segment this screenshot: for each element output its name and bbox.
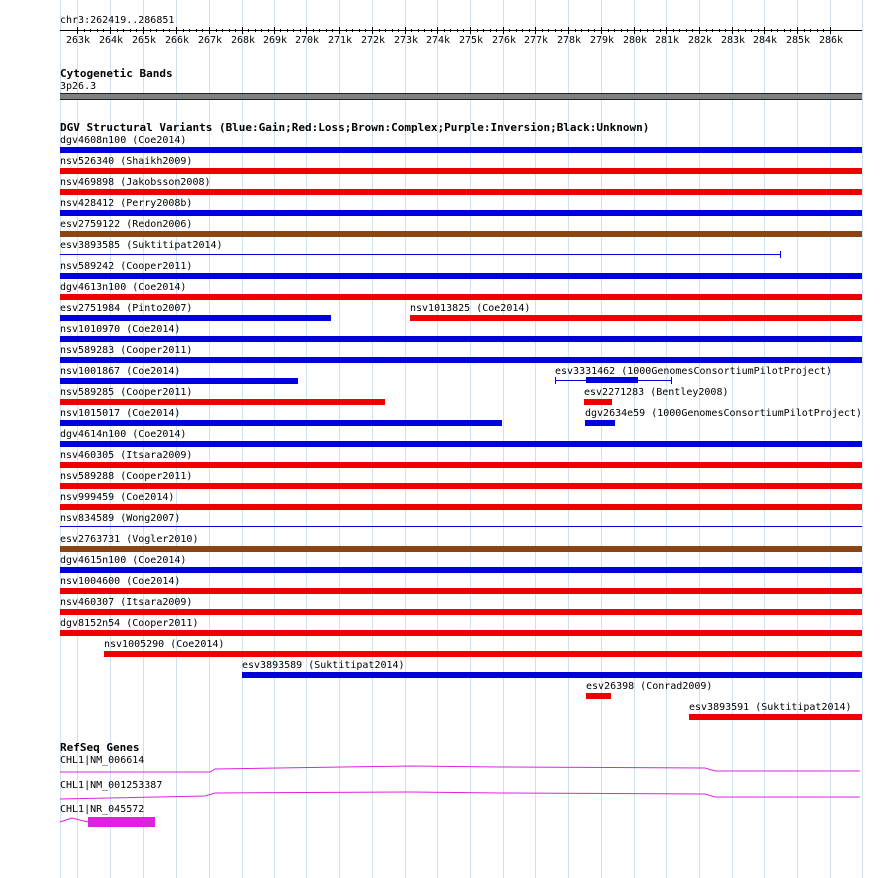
- dgv-feature-bar[interactable]: [60, 273, 862, 279]
- dgv-feature-bar[interactable]: [60, 189, 862, 195]
- dgv-feature-bar[interactable]: [60, 399, 385, 405]
- ruler-minor-tick: [379, 29, 380, 32]
- ruler-minor-tick: [123, 29, 124, 32]
- ruler-minor-tick: [692, 29, 693, 32]
- ruler-minor-tick: [261, 29, 262, 32]
- ruler-minor-tick: [463, 29, 464, 32]
- position-label: chr3:262419..286851: [60, 15, 175, 26]
- ruler-tick: [568, 27, 569, 34]
- ruler-tick-label: 282k: [687, 35, 713, 46]
- ruler-minor-tick: [156, 29, 157, 32]
- ruler-tick-label: 266k: [164, 35, 190, 46]
- ruler-minor-tick: [483, 29, 484, 32]
- ruler-minor-tick: [490, 29, 491, 32]
- dgv-feature-bar[interactable]: [60, 315, 331, 321]
- dgv-feature-label[interactable]: nsv1004600 (Coe2014): [60, 576, 181, 587]
- ruler-minor-tick: [424, 29, 425, 32]
- ruler-minor-tick: [255, 29, 256, 32]
- ruler-minor-tick: [522, 29, 523, 32]
- dgv-feature-label[interactable]: esv2763731 (Vogler2010): [60, 534, 199, 545]
- ruler-minor-tick: [719, 29, 720, 32]
- dgv-feature-label[interactable]: nsv1015017 (Coe2014): [60, 408, 181, 419]
- ruler-minor-tick: [804, 29, 805, 32]
- dgv-feature-bar[interactable]: [586, 377, 638, 383]
- dgv-feature-label[interactable]: nsv428412 (Perry2008b): [60, 198, 193, 209]
- ruler-tick-label: 271k: [327, 35, 353, 46]
- ruler-minor-tick: [738, 29, 739, 32]
- ruler-minor-tick: [150, 29, 151, 32]
- grid-line: [862, 0, 863, 878]
- dgv-feature-bar[interactable]: [60, 294, 862, 300]
- ruler-minor-tick: [660, 29, 661, 32]
- ruler-minor-tick: [280, 29, 281, 32]
- dgv-feature-bar[interactable]: [60, 420, 502, 426]
- dgv-feature-label[interactable]: nsv999459 (Coe2014): [60, 492, 175, 503]
- ruler-minor-tick: [103, 29, 104, 32]
- ruler-tick-label: 270k: [294, 35, 320, 46]
- ruler-minor-tick: [594, 29, 595, 32]
- dgv-feature-label[interactable]: esv26398 (Conrad2009): [586, 681, 713, 692]
- ruler-tick-label: 275k: [458, 35, 484, 46]
- refseq-gene-label[interactable]: CHL1|NR_045572: [60, 804, 145, 815]
- ruler-minor-tick: [136, 29, 137, 32]
- dgv-feature-label[interactable]: esv3893589 (Suktitipat2014): [242, 660, 405, 671]
- ruler-minor-tick: [287, 29, 288, 32]
- dgv-feature-bar[interactable]: [60, 441, 862, 447]
- ruler-tick: [306, 27, 307, 34]
- dgv-feature-label[interactable]: nsv460307 (Itsara2009): [60, 597, 193, 608]
- ruler-minor-tick: [640, 29, 641, 32]
- dgv-track-title: DGV Structural Variants (Blue:Gain;Red:Loss;Brown:Complex;Purple:Inversion;Black:Unknown): [60, 121, 650, 134]
- ruler-minor-tick: [647, 29, 648, 32]
- ruler-tick: [372, 27, 373, 34]
- dgv-feature-label[interactable]: dgv4613n100 (Coe2014): [60, 282, 187, 293]
- dgv-feature-bar[interactable]: [60, 210, 862, 216]
- dgv-feature-label[interactable]: nsv589288 (Cooper2011): [60, 471, 193, 482]
- ruler-minor-tick: [332, 29, 333, 32]
- dgv-feature-bar[interactable]: [585, 420, 615, 426]
- ruler-minor-tick: [216, 29, 217, 32]
- dgv-feature-bar[interactable]: [60, 546, 862, 552]
- dgv-feature-bar[interactable]: [60, 147, 862, 153]
- ruler-minor-tick: [509, 29, 510, 32]
- refseq-gene-intron-line[interactable]: [60, 792, 860, 799]
- ruler-minor-tick: [97, 29, 98, 32]
- ruler-minor-tick: [411, 29, 412, 32]
- ruler-minor-tick: [431, 29, 432, 32]
- ruler-minor-tick: [823, 29, 824, 32]
- ruler-tick-label: 281k: [654, 35, 680, 46]
- ruler-minor-tick: [352, 29, 353, 32]
- ruler-minor-tick: [163, 29, 164, 32]
- ruler-minor-tick: [84, 29, 85, 32]
- ruler-minor-tick: [529, 29, 530, 32]
- ruler-tick-label: 269k: [262, 35, 288, 46]
- ruler-tick: [503, 27, 504, 34]
- refseq-gene-exon[interactable]: [88, 817, 155, 827]
- ruler-minor-tick: [418, 29, 419, 32]
- ruler-minor-tick: [555, 29, 556, 32]
- dgv-feature-label[interactable]: esv3893591 (Suktitipat2014): [689, 702, 852, 713]
- ruler-tick-label: 285k: [785, 35, 811, 46]
- dgv-feature-bar[interactable]: [60, 504, 862, 510]
- dgv-feature-bar[interactable]: [60, 231, 862, 237]
- ruler-minor-tick: [777, 29, 778, 32]
- ruler-tick: [405, 27, 406, 34]
- ruler-minor-tick: [235, 29, 236, 32]
- dgv-feature-bar[interactable]: [60, 336, 862, 342]
- ruler-minor-tick: [189, 29, 190, 32]
- ruler-tick-label: 272k: [360, 35, 386, 46]
- ruler-tick: [437, 27, 438, 34]
- ruler-tick-label: 265k: [131, 35, 157, 46]
- dgv-feature-bar[interactable]: [60, 254, 780, 255]
- ruler-tick-label: 283k: [720, 35, 746, 46]
- ruler-minor-tick: [196, 29, 197, 32]
- dgv-feature-label[interactable]: nsv589283 (Cooper2011): [60, 345, 193, 356]
- dgv-feature-label[interactable]: dgv8152n54 (Cooper2011): [60, 618, 199, 629]
- ruler-minor-tick: [653, 29, 654, 32]
- ruler-minor-tick: [248, 29, 249, 32]
- cytoband-label: 3p26.3: [60, 81, 97, 92]
- ruler-tick-label: 263k: [65, 35, 91, 46]
- ruler-minor-tick: [359, 29, 360, 32]
- dgv-feature-bar[interactable]: [60, 609, 862, 615]
- ruler-minor-tick: [516, 29, 517, 32]
- ruler-tick-label: 264k: [98, 35, 124, 46]
- ruler-minor-tick: [561, 29, 562, 32]
- ruler-minor-tick: [686, 29, 687, 32]
- ruler-minor-tick: [346, 29, 347, 32]
- dgv-feature-label[interactable]: dgv4615n100 (Coe2014): [60, 555, 187, 566]
- dgv-feature-bar[interactable]: [60, 462, 862, 468]
- ruler-minor-tick: [784, 29, 785, 32]
- grid-line: [764, 0, 765, 878]
- dgv-feature-end-cap: [671, 377, 672, 384]
- dgv-feature-label[interactable]: nsv589285 (Cooper2011): [60, 387, 193, 398]
- ruler-minor-tick: [398, 29, 399, 32]
- dgv-feature-bar[interactable]: [60, 630, 862, 636]
- ruler-minor-tick: [293, 29, 294, 32]
- dgv-feature-label[interactable]: esv2759122 (Redon2006): [60, 219, 193, 230]
- grid-line: [797, 0, 798, 878]
- ruler-line: [60, 30, 862, 31]
- refseq-gene-label[interactable]: CHL1|NM_001253387: [60, 780, 163, 791]
- dgv-feature-bar[interactable]: [60, 357, 862, 363]
- ruler-minor-tick: [712, 29, 713, 32]
- ruler-minor-tick: [627, 29, 628, 32]
- dgv-feature-bar[interactable]: [60, 483, 862, 489]
- ruler-minor-tick: [614, 29, 615, 32]
- ruler-minor-tick: [300, 29, 301, 32]
- dgv-feature-bar[interactable]: [60, 588, 862, 594]
- ruler-tick-label: 273k: [393, 35, 419, 46]
- ruler-tick-label: 279k: [589, 35, 615, 46]
- ruler-tick: [634, 27, 635, 34]
- ruler-minor-tick: [313, 29, 314, 32]
- dgv-feature-bar[interactable]: [60, 567, 862, 573]
- dgv-feature-label[interactable]: esv2271283 (Bentley2008): [584, 387, 729, 398]
- ruler-minor-tick: [268, 29, 269, 32]
- ruler-minor-tick: [444, 29, 445, 32]
- dgv-feature-bar[interactable]: [104, 651, 862, 657]
- ruler-minor-tick: [706, 29, 707, 32]
- dgv-feature-label[interactable]: dgv4614n100 (Coe2014): [60, 429, 187, 440]
- ruler-tick: [339, 27, 340, 34]
- ruler-minor-tick: [222, 29, 223, 32]
- ruler-minor-tick: [450, 29, 451, 32]
- ruler-tick: [143, 27, 144, 34]
- ruler-minor-tick: [183, 29, 184, 32]
- dgv-feature-label[interactable]: nsv589242 (Cooper2011): [60, 261, 193, 272]
- ruler-minor-tick: [575, 29, 576, 32]
- ruler-minor-tick: [117, 29, 118, 32]
- ruler-minor-tick: [365, 29, 366, 32]
- dgv-feature-end-cap: [780, 251, 781, 258]
- ruler-minor-tick: [621, 29, 622, 32]
- ruler-minor-tick: [725, 29, 726, 32]
- ruler-minor-tick: [751, 29, 752, 32]
- refseq-track-title: RefSeq Genes: [60, 741, 140, 754]
- ruler-tick: [666, 27, 667, 34]
- grid-line: [830, 0, 831, 878]
- dgv-feature-label[interactable]: esv3331462 (1000GenomesConsortiumPilotProject): [555, 366, 832, 377]
- cytoband-track-title: Cytogenetic Bands: [60, 67, 173, 80]
- dgv-feature-label[interactable]: nsv469898 (Jakobsson2008): [60, 177, 211, 188]
- ruler-tick-label: 280k: [622, 35, 648, 46]
- ruler-minor-tick: [169, 29, 170, 32]
- ruler-minor-tick: [90, 29, 91, 32]
- refseq-gene-intron-line[interactable]: [60, 818, 88, 822]
- dgv-feature-bar[interactable]: [586, 693, 611, 699]
- dgv-feature-bar[interactable]: [689, 714, 862, 720]
- dgv-feature-label[interactable]: nsv460305 (Itsara2009): [60, 450, 193, 461]
- ruler-minor-tick: [326, 29, 327, 32]
- ruler-tick-label: 284k: [752, 35, 778, 46]
- dgv-feature-bar[interactable]: [410, 315, 862, 321]
- dgv-feature-label[interactable]: esv3893585 (Suktitipat2014): [60, 240, 223, 251]
- ruler-minor-tick: [548, 29, 549, 32]
- ruler-minor-tick: [385, 29, 386, 32]
- ruler-tick-label: 278k: [556, 35, 582, 46]
- ruler-minor-tick: [771, 29, 772, 32]
- dgv-feature-bar[interactable]: [60, 168, 862, 174]
- ruler-tick: [732, 27, 733, 34]
- ruler-minor-tick: [130, 29, 131, 32]
- grid-line: [699, 0, 700, 878]
- dgv-feature-bar[interactable]: [242, 672, 862, 678]
- ruler-tick: [470, 27, 471, 34]
- ruler-minor-tick: [542, 29, 543, 32]
- ruler-tick: [601, 27, 602, 34]
- dgv-feature-bar[interactable]: [584, 399, 612, 405]
- cytoband-bar[interactable]: [60, 93, 862, 100]
- ruler-minor-tick: [810, 29, 811, 32]
- ruler-tick: [764, 27, 765, 34]
- ruler-minor-tick: [581, 29, 582, 32]
- dgv-feature-label[interactable]: nsv834589 (Wong2007): [60, 513, 181, 524]
- ruler-tick: [274, 27, 275, 34]
- ruler-minor-tick: [608, 29, 609, 32]
- dgv-feature-label[interactable]: nsv1001867 (Coe2014): [60, 366, 181, 377]
- ruler-minor-tick: [496, 29, 497, 32]
- dgv-feature-label[interactable]: esv2751984 (Pinto2007): [60, 303, 193, 314]
- ruler-tick-label: 268k: [230, 35, 256, 46]
- dgv-feature-label[interactable]: nsv1010970 (Coe2014): [60, 324, 181, 335]
- ruler-tick: [209, 27, 210, 34]
- grid-line: [732, 0, 733, 878]
- dgv-feature-label[interactable]: nsv1013825 (Coe2014): [410, 303, 531, 314]
- dgv-feature-label[interactable]: nsv526340 (Shaikh2009): [60, 156, 193, 167]
- ruler-minor-tick: [679, 29, 680, 32]
- ruler-minor-tick: [202, 29, 203, 32]
- dgv-feature-label[interactable]: dgv2634e59 (1000GenomesConsortiumPilotProject): [585, 408, 862, 419]
- ruler-tick: [797, 27, 798, 34]
- ruler-minor-tick: [673, 29, 674, 32]
- ruler-minor-tick: [790, 29, 791, 32]
- dgv-feature-bar[interactable]: [60, 378, 298, 384]
- ruler-minor-tick: [229, 29, 230, 32]
- ruler-minor-tick: [392, 29, 393, 32]
- dgv-feature-label[interactable]: dgv4608n100 (Coe2014): [60, 135, 187, 146]
- ruler-tick: [176, 27, 177, 34]
- ruler-minor-tick: [588, 29, 589, 32]
- ruler-minor-tick: [817, 29, 818, 32]
- ruler-tick-label: 267k: [197, 35, 223, 46]
- ruler-minor-tick: [477, 29, 478, 32]
- refseq-gene-intron-line[interactable]: [60, 766, 860, 772]
- ruler-tick-label: 276k: [491, 35, 517, 46]
- ruler-tick-label: 274k: [425, 35, 451, 46]
- ruler-tick: [830, 27, 831, 34]
- ruler-minor-tick: [745, 29, 746, 32]
- ruler-minor-tick: [319, 29, 320, 32]
- dgv-feature-label[interactable]: nsv1005290 (Coe2014): [104, 639, 225, 650]
- dgv-feature-bar[interactable]: [60, 526, 862, 527]
- ruler-tick: [535, 27, 536, 34]
- ruler-minor-tick: [758, 29, 759, 32]
- ruler-minor-tick: [457, 29, 458, 32]
- ruler-tick: [699, 27, 700, 34]
- ruler-tick-label: 286k: [818, 35, 844, 46]
- ruler-tick: [77, 27, 78, 34]
- ruler-tick: [110, 27, 111, 34]
- grid-line: [666, 0, 667, 878]
- ruler-tick-label: 277k: [523, 35, 549, 46]
- dgv-feature-end-cap: [555, 377, 556, 384]
- refseq-gene-label[interactable]: CHL1|NM_006614: [60, 755, 145, 766]
- ruler-tick: [242, 27, 243, 34]
